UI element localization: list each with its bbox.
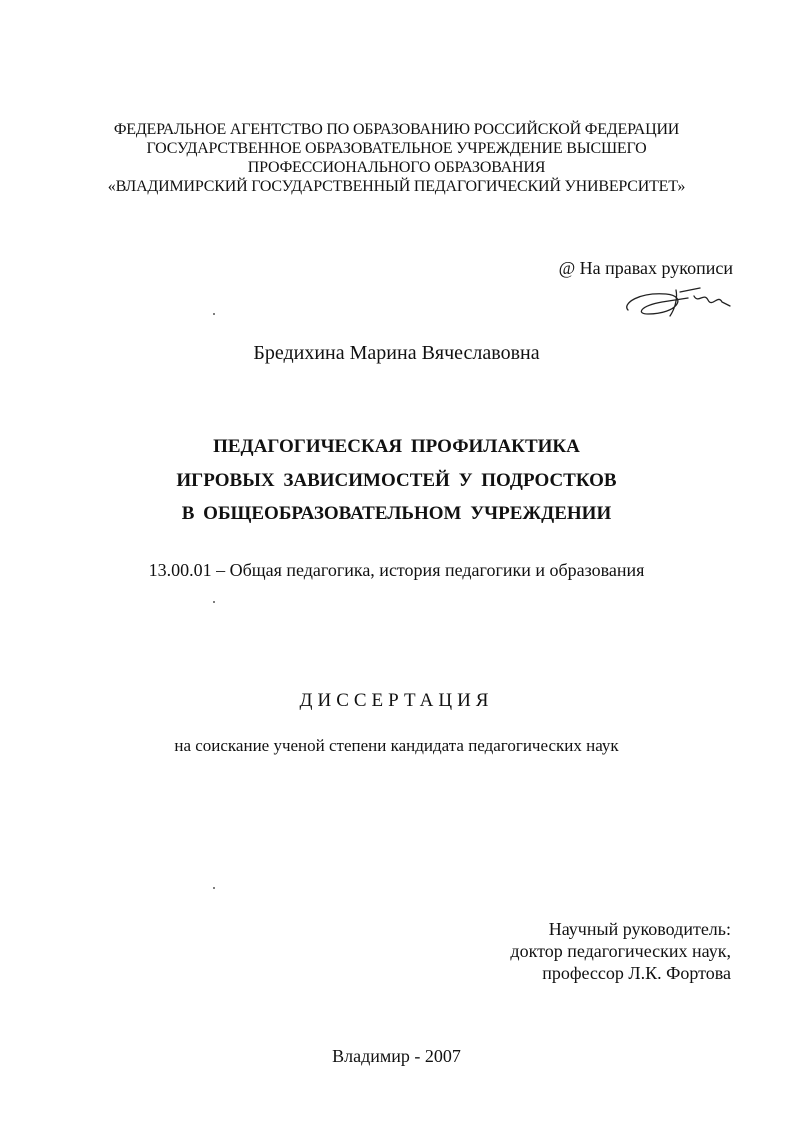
header-line-institution-type: ГОСУДАРСТВЕННОЕ ОБРАЗОВАТЕЛЬНОЕ УЧРЕЖДЕНИЕ ВЫСШЕГО [146,140,647,157]
supervisor-label: Научный руководитель: [548,919,731,939]
handwritten-signature [618,270,748,330]
scan-speck [213,601,215,603]
scan-speck [213,887,215,889]
supervisor-block [510,918,731,984]
header-line-agency: ФЕДЕРАЛЬНОЕ АГЕНТСТВО ПО ОБРАЗОВАНИЮ РОССИЙСКОЙ ФЕДЕРАЦИИ [113,121,680,138]
degree-sought: на соискание ученой степени кандидата педагогических наук [174,736,619,755]
specialty-code: 13.00.01 – Общая педагогика, история педагогики и образования [148,560,645,580]
scan-speck [213,313,215,315]
city-year: Владимир - 2007 [332,1046,461,1066]
title-line-1: ПЕДАГОГИЧЕСКАЯ ПРОФИЛАКТИКА [213,436,580,457]
document-type: ДИССЕРТАЦИЯ [299,690,494,711]
header-line-university: «ВЛАДИМИРСКИЙ ГОСУДАРСТВЕННЫЙ ПЕДАГОГИЧЕСКИЙ УНИВЕРСИТЕТ» [107,178,686,195]
header-line-education-level: ПРОФЕССИОНАЛЬНОГО ОБРАЗОВАНИЯ [247,159,546,176]
author-name: Бредихина Марина Вячеславовна [253,342,540,364]
title-line-2: ИГРОВЫХ ЗАВИСИМОСТЕЙ У ПОДРОСТКОВ [176,470,617,491]
supervisor-name: профессор Л.К. Фортова [542,963,731,983]
rights-notice: @ На правах рукописи [558,258,733,278]
title-line-3: В ОБЩЕОБРАЗОВАТЕЛЬНОМ УЧРЕЖДЕНИИ [181,503,612,524]
supervisor-degree: доктор педагогических наук, [510,941,731,961]
